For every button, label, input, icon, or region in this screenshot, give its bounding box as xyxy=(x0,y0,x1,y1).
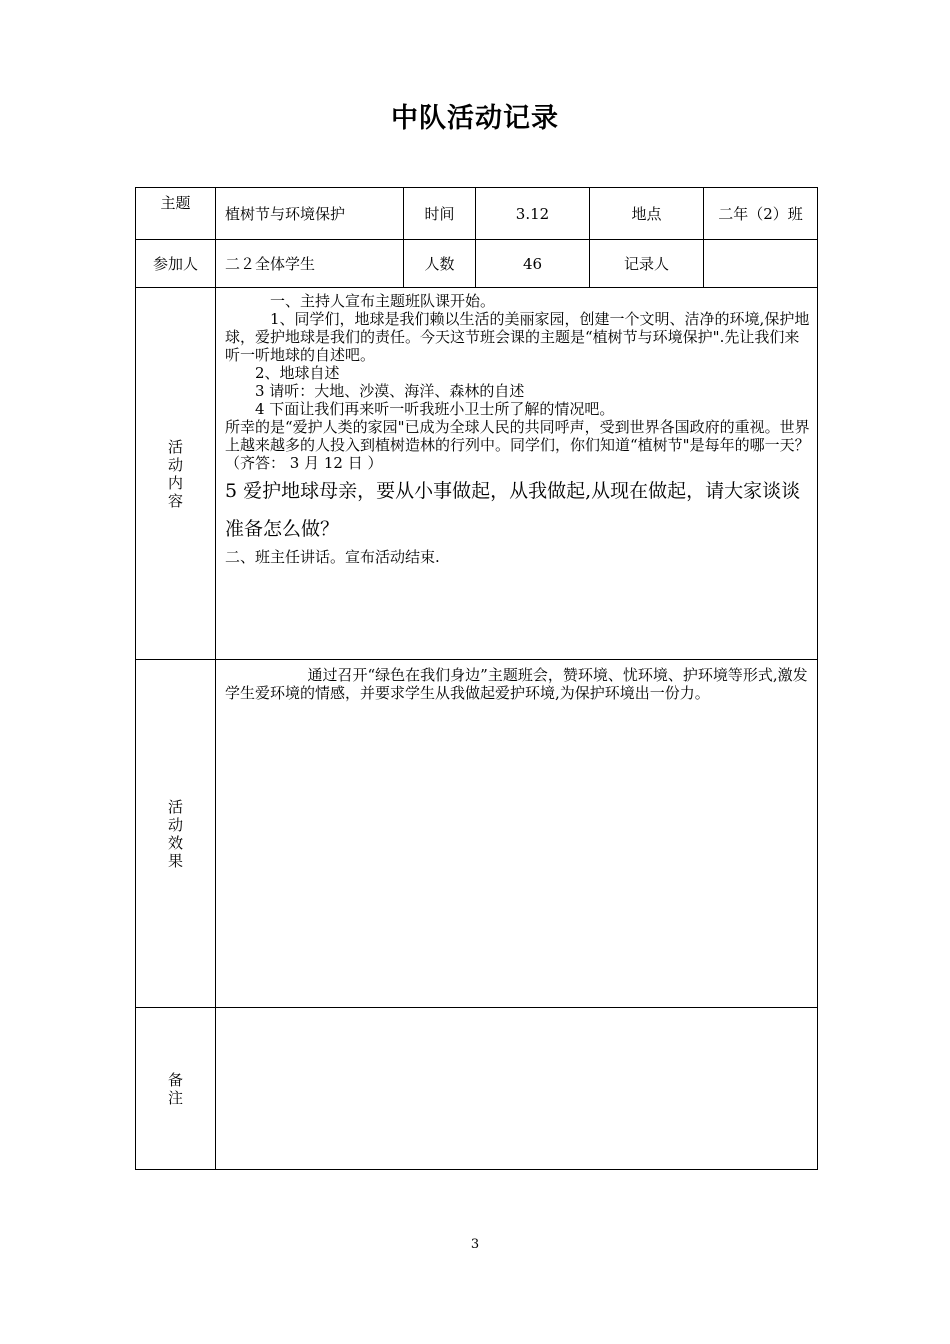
content-line: 一、主持人宣布主题班队课开始。 xyxy=(270,292,496,310)
table-row-topic xyxy=(136,188,818,240)
content-body xyxy=(216,288,818,660)
count-label: 人数 xyxy=(404,240,476,288)
notes-label-char: 备 xyxy=(167,1070,183,1089)
notes-label-char: 注 xyxy=(167,1088,183,1107)
content-label-char: 活 xyxy=(167,437,183,456)
table-row-effect xyxy=(136,660,818,1008)
topic-value: 植树节与环境保护 xyxy=(216,188,404,240)
content-label-char: 容 xyxy=(167,491,183,510)
content-line: 二、班主任讲话。宣布活动结束. xyxy=(225,548,440,566)
effect-label xyxy=(136,660,216,1008)
recorder-label: 记录人 xyxy=(590,240,704,288)
effect-label-char: 活 xyxy=(167,797,183,816)
participants-value: 二２全体学生 xyxy=(216,240,404,288)
table-row-notes xyxy=(136,1008,818,1170)
time-label: 时间 xyxy=(404,188,476,240)
notes-body xyxy=(216,1008,818,1170)
content-label xyxy=(136,288,216,660)
content-line: 4 下面让我们再来听一听我班小卫士所了解的情况吧。 xyxy=(255,400,615,418)
page-title: 中队活动记录 xyxy=(391,103,559,134)
place-value: 二年（2）班 xyxy=(704,188,818,240)
effect-label-char: 效 xyxy=(167,833,183,852)
content-line: 1、同学们，地球是我们赖以生活的美丽家园，创建一个文明、洁净的环境,保护地球，爱护地球是我们的责任。今天这节班会课的主题是“植树节与环境保护".先让我们来听一听地球的自述吧。 xyxy=(225,310,810,364)
participants-label: 参加人 xyxy=(136,240,216,288)
effect-label-char: 果 xyxy=(167,851,183,870)
effect-text: 通过召开“绿色在我们身边”主题班会，赞环境、忧环境、护环境等形式,激发学生爱环境的情感，并要求学生从我做起爱护环境,为保护环境出一份力。 xyxy=(225,666,808,702)
effect-label-char: 动 xyxy=(167,815,183,834)
time-value: 3.12 xyxy=(476,188,590,240)
activity-record-table xyxy=(135,187,818,1170)
topic-label: 主题 xyxy=(136,188,216,240)
recorder-value xyxy=(704,240,818,288)
table-row-content xyxy=(136,288,818,660)
content-line: 2、地球自述 xyxy=(255,364,340,382)
count-value: 46 xyxy=(476,240,590,288)
place-label: 地点 xyxy=(590,188,704,240)
table-row-participants xyxy=(136,240,818,288)
notes-label xyxy=(136,1008,216,1170)
content-line: 所幸的是“爱护人类的家园"已成为全球人民的共同呼声，受到世界各国政府的重视。世界上越来越多的人投入到植树造林的行列中。同学们，你们知道“植树节"是每年的哪一天？（齐答： 3 月 12 日 ） xyxy=(225,418,810,472)
content-label-char: 动 xyxy=(167,455,183,474)
content-label-char: 内 xyxy=(167,473,183,492)
content-line: 5 爱护地球母亲，要从小事做起，从我做起,从现在做起，请大家谈谈准备怎么做？ xyxy=(225,480,801,540)
page-number: 3 xyxy=(470,1237,480,1252)
effect-body xyxy=(216,660,818,1008)
content-line: 3 请听：大地、沙漠、海洋、森林的自述 xyxy=(255,382,525,400)
